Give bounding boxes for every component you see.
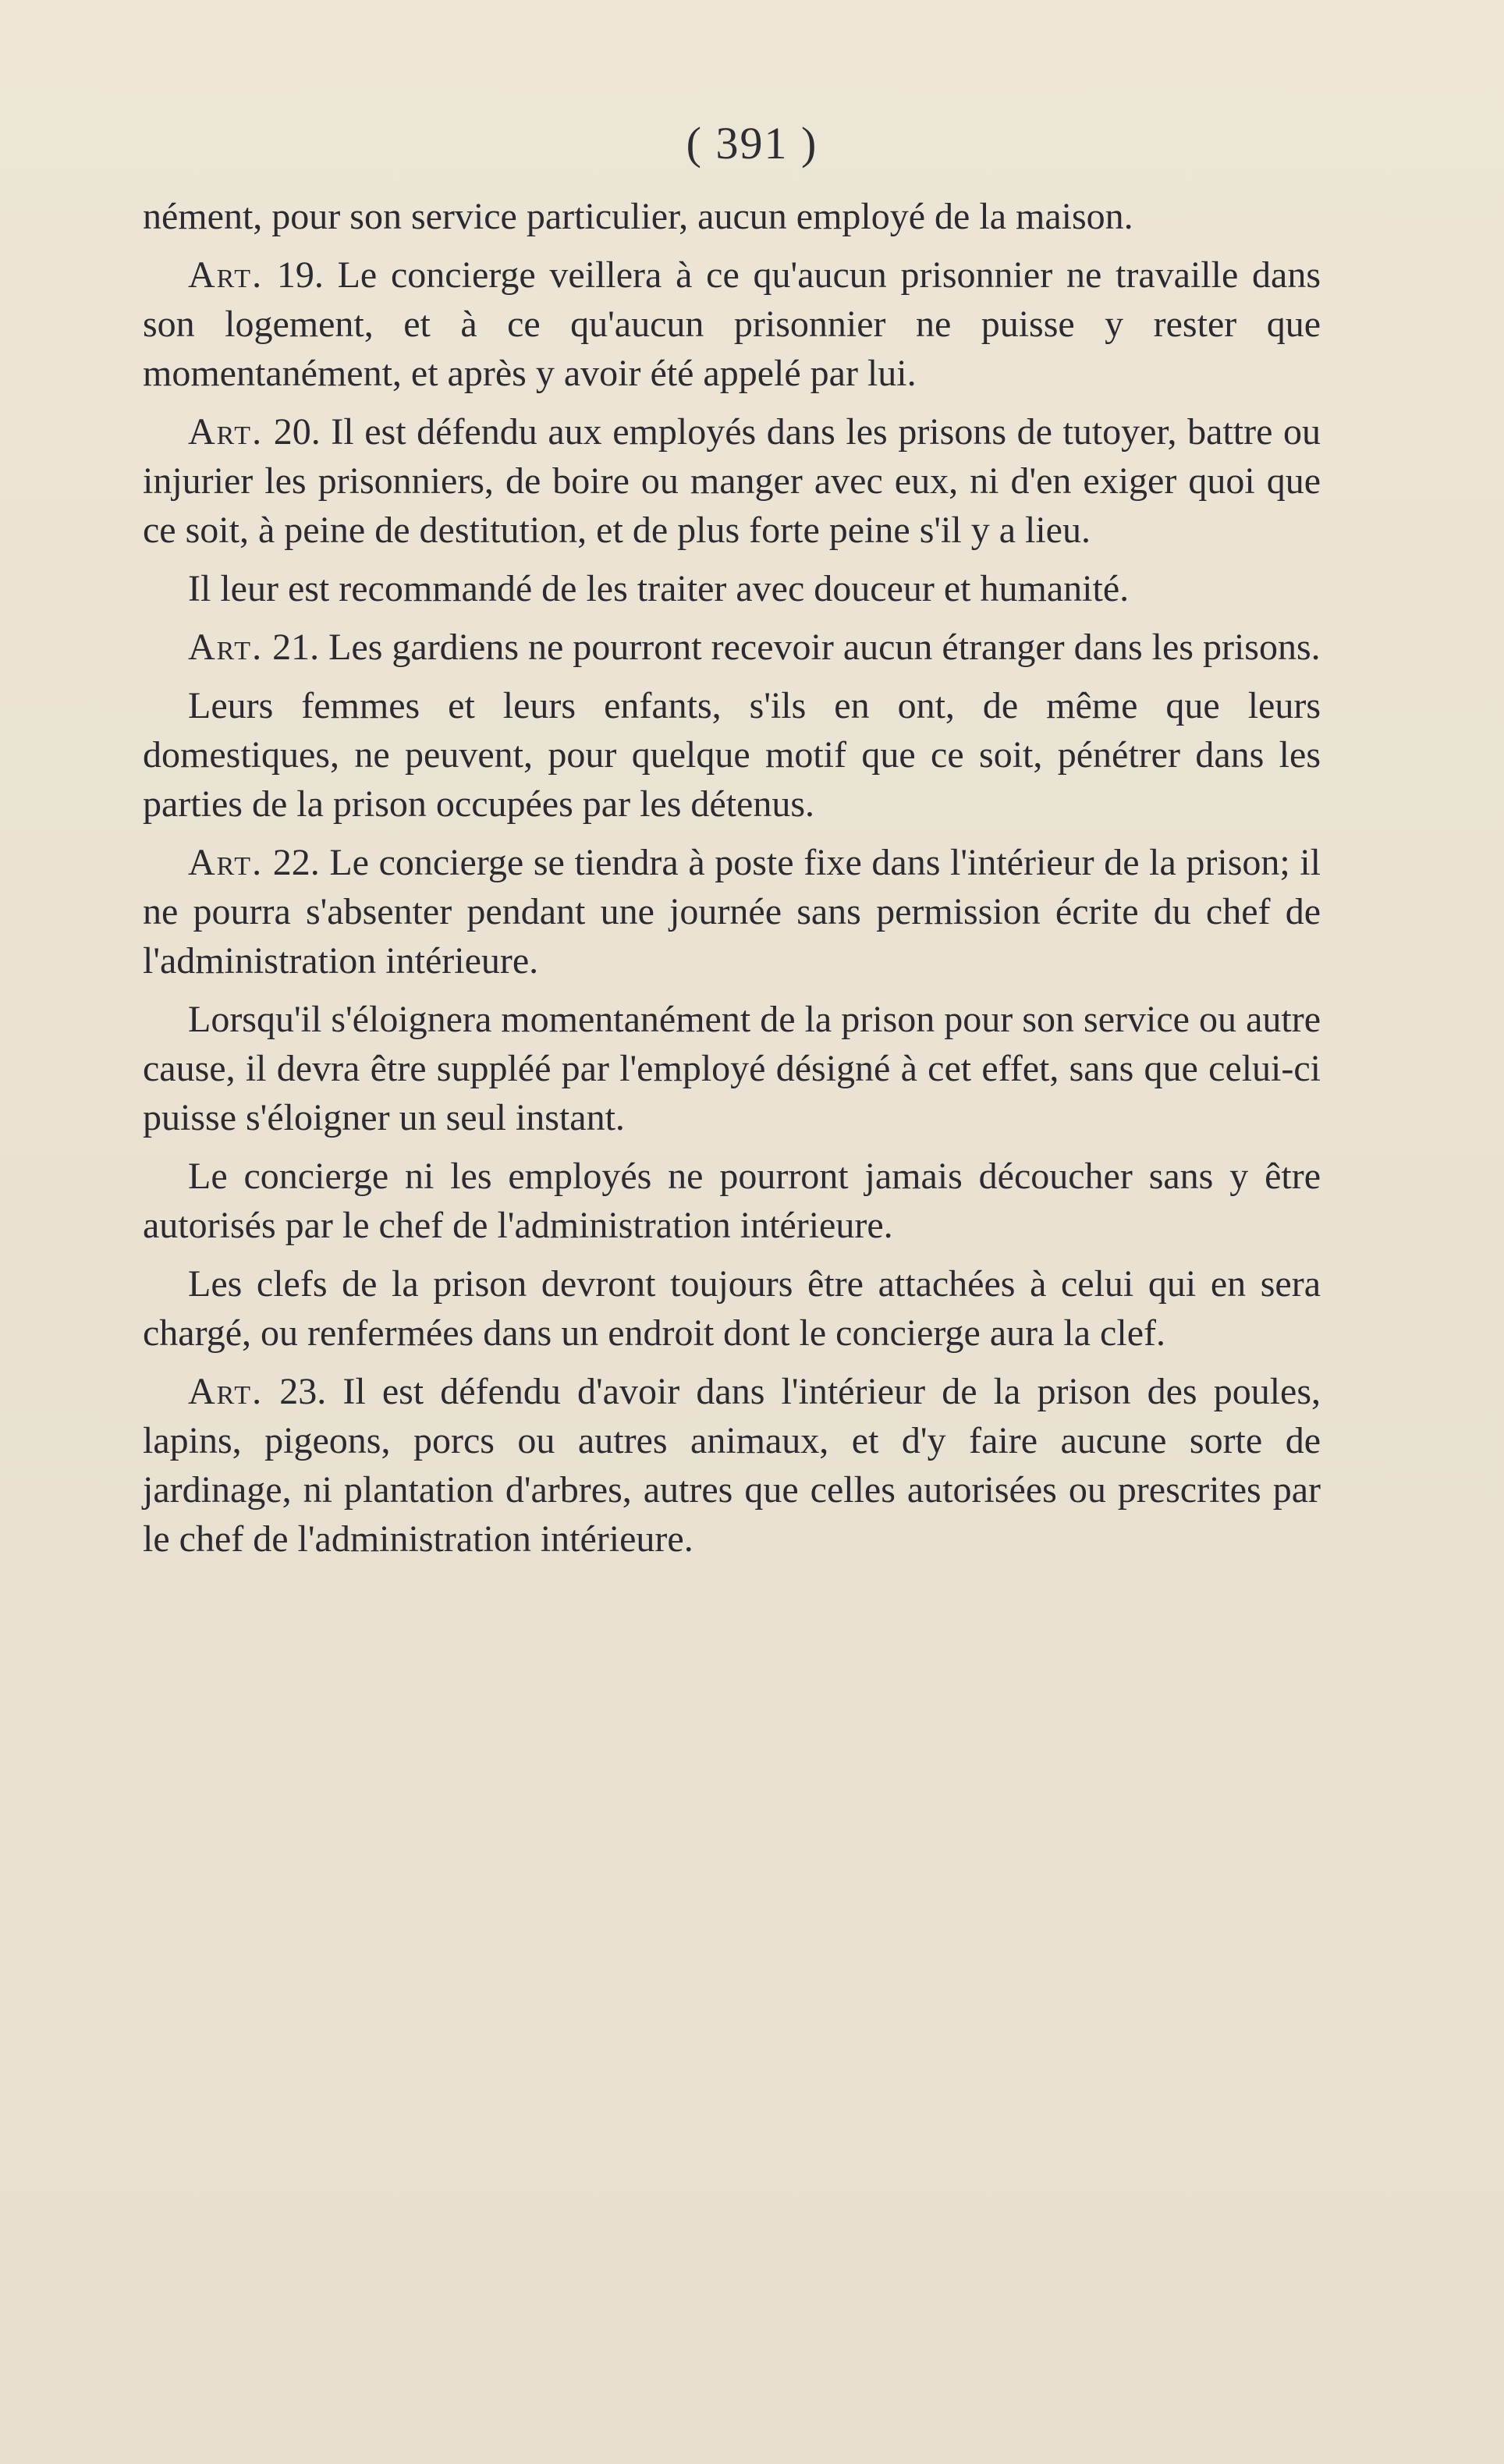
article-22 (143, 838, 1321, 985)
paragraph-text: Les clefs de la prison devront toujours être attachées à celui qui en sera chargé, ou renfermées dans un endroit dont le concierge aura la clef. (143, 1263, 1321, 1354)
article-text: Le concierge veillera à ce qu'aucun prisonnier ne travaille dans son logement, et à ce qu'aucun prisonnier ne puisse y rester que momentanément, et après y avoir été appelé par lui. (143, 254, 1321, 394)
article-text: Le concierge se tiendra à poste fixe dans l'intérieur de la prison; il ne pourra s'absenter pendant une journée sans permission écrite du chef de l'administration intérieure. (143, 842, 1321, 982)
paragraph-text: Leurs femmes et leurs enfants, s'ils en ont, de même que leurs domestiques, ne peuvent, pour quelque motif que ce soit, pénétrer dans les parties de la prison occupées par les détenus. (143, 685, 1321, 825)
article-number: 22. (272, 842, 320, 883)
article-label: Art. (188, 627, 264, 668)
paragraph-text: Il leur est recommandé de les traiter avec douceur et humanité. (188, 568, 1130, 609)
paragraph (143, 564, 1321, 613)
article-number: 21. (272, 627, 320, 668)
article-number: 20. (273, 411, 321, 453)
article-text: Les gardiens ne pourront recevoir aucun étranger dans les prisons. (328, 627, 1321, 668)
article-label: Art. (188, 842, 264, 883)
paragraph (143, 995, 1321, 1142)
article-label: Art. (188, 1371, 264, 1412)
article-number: 23. (279, 1371, 327, 1412)
article-20 (143, 407, 1321, 555)
article-label: Art. (188, 411, 264, 453)
article-text: Il est défendu aux employés dans les prisons de tutoyer, battre ou injurier les prisonniers, de boire ou manger avec eux, ni d'en exiger quoi que ce soit, à peine de destitution, et de plus forte peine s'il y a lieu. (143, 411, 1321, 551)
paragraph (143, 681, 1321, 829)
paragraph-continuation (143, 192, 1321, 241)
body-text (143, 192, 1321, 1573)
article-19 (143, 250, 1321, 398)
article-21 (143, 623, 1321, 672)
paragraph (143, 1259, 1321, 1358)
paragraph-text: Le concierge ni les employés ne pourront jamais découcher sans y être autorisés par le chef de l'administration intérieure. (143, 1156, 1321, 1246)
page-number: ( 391 ) (686, 118, 818, 169)
paragraph-text: Lorsqu'il s'éloignera momentanément de la prison pour son service ou autre cause, il devra être suppléé par l'employé désigné à cet effet, sans que celui-ci puisse s'éloigner un seul instant. (143, 999, 1321, 1138)
article-label: Art. (188, 254, 264, 296)
paragraph-text: nément, pour son service particulier, aucun employé de la maison. (143, 196, 1133, 237)
article-text: Il est défendu d'avoir dans l'intérieur de la prison des poules, lapins, pigeons, porcs ou autres animaux, et d'y faire aucune sorte de jardinage, ni plantation d'arbres, autres que celles autorisées ou prescrites par le chef de l'administration intérieure. (143, 1371, 1321, 1560)
paragraph (143, 1152, 1321, 1250)
article-23 (143, 1367, 1321, 1564)
article-number: 19. (276, 254, 324, 296)
